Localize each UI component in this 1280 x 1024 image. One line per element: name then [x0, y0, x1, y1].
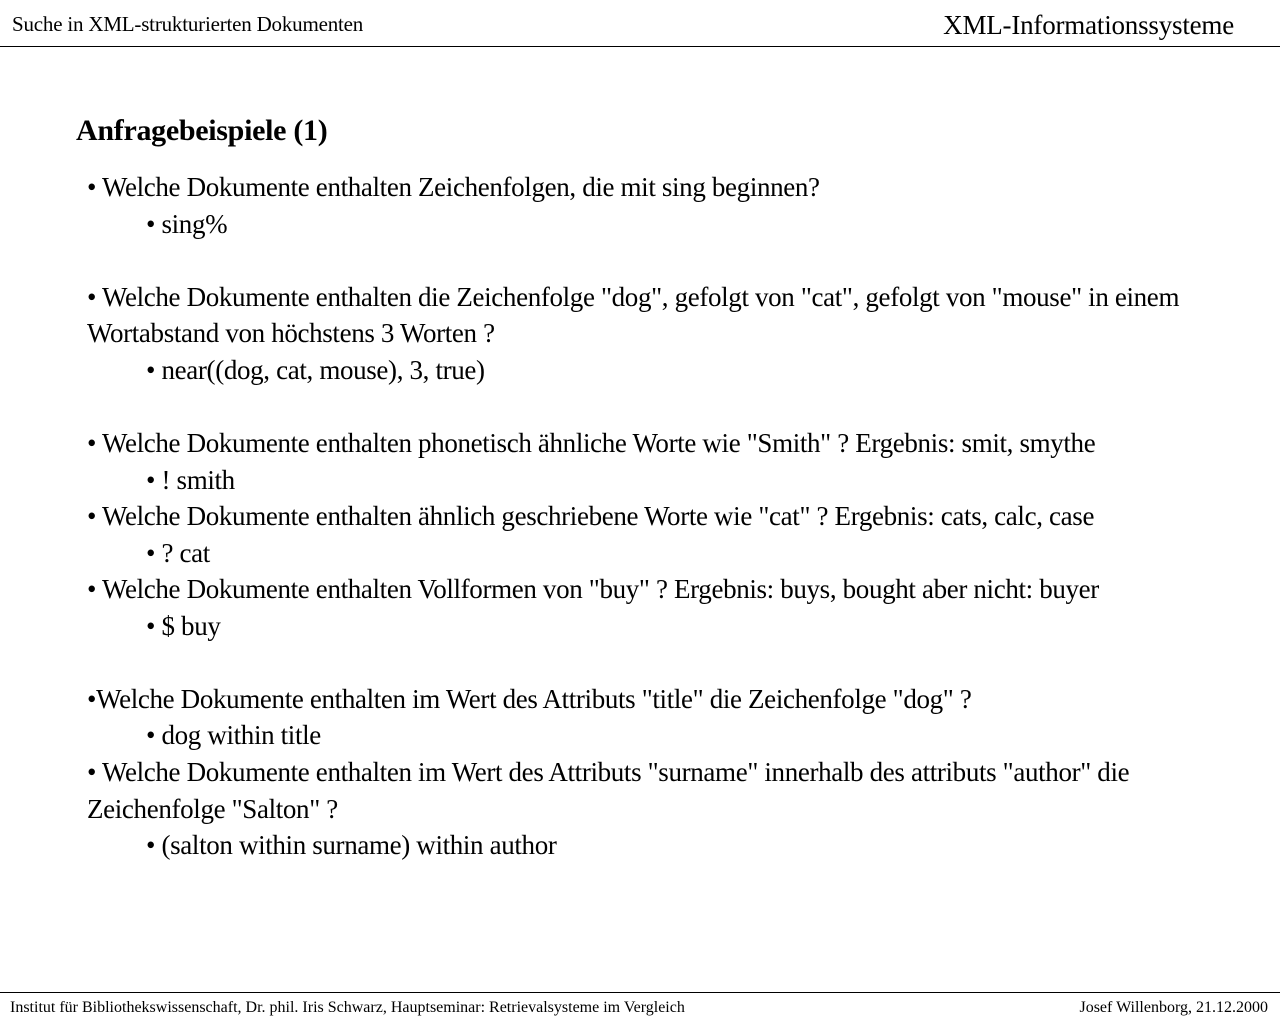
query-example-line: • (salton within surname) within author — [146, 830, 557, 860]
query-example-line: • ? cat — [146, 538, 210, 568]
footer-left-text: Institut für Bibliothekswissenschaft, Dr. phil. Iris Schwarz, Hauptseminar: Retrievalsysteme im Vergleich — [10, 999, 685, 1016]
footer-right-text: Josef Willenborg, 21.12.2000 — [1079, 999, 1268, 1016]
question-line: • Welche Dokumente enthalten im Wert des Attributs "surname" innerhalb des attributs "author" die — [87, 757, 1130, 787]
query-example-line: • near((dog, cat, mouse), 3, true) — [146, 355, 485, 385]
header-left-title: Suche in XML-strukturierten Dokumenten — [12, 12, 364, 36]
question-line: •Welche Dokumente enthalten im Wert des Attributs "title" die Zeichenfolge "dog" ? — [87, 684, 972, 714]
header-right-title: XML-Informationssysteme — [943, 10, 1234, 40]
question-line: • Welche Dokumente enthalten Zeichenfolgen, die mit sing beginnen? — [87, 172, 820, 202]
question-line: • Welche Dokumente enthalten Vollformen von "buy" ? Ergebnis: buys, bought aber nicht: buyer — [87, 574, 1099, 604]
query-example-line: • dog within title — [146, 720, 321, 750]
question-line: • Welche Dokumente enthalten die Zeichenfolge "dog", gefolgt von "cat", gefolgt von "mouse" in einem — [87, 282, 1180, 312]
query-example-line: • $ buy — [146, 611, 221, 641]
query-example-line: • sing% — [146, 209, 228, 239]
footer-divider — [0, 992, 1280, 993]
question-continuation-line: Wortabstand von höchstens 3 Worten ? — [87, 318, 495, 348]
slide-title: Anfragebeispiele (1) — [76, 114, 328, 147]
question-line: • Welche Dokumente enthalten phonetisch ähnliche Worte wie "Smith" ? Ergebnis: smit, smythe — [87, 428, 1096, 458]
query-example-line: • ! smith — [146, 465, 235, 495]
question-continuation-line: Zeichenfolge "Salton" ? — [87, 794, 338, 824]
header-divider — [0, 46, 1280, 47]
question-line: • Welche Dokumente enthalten ähnlich geschriebene Worte wie "cat" ? Ergebnis: cats, calc, case — [87, 501, 1095, 531]
